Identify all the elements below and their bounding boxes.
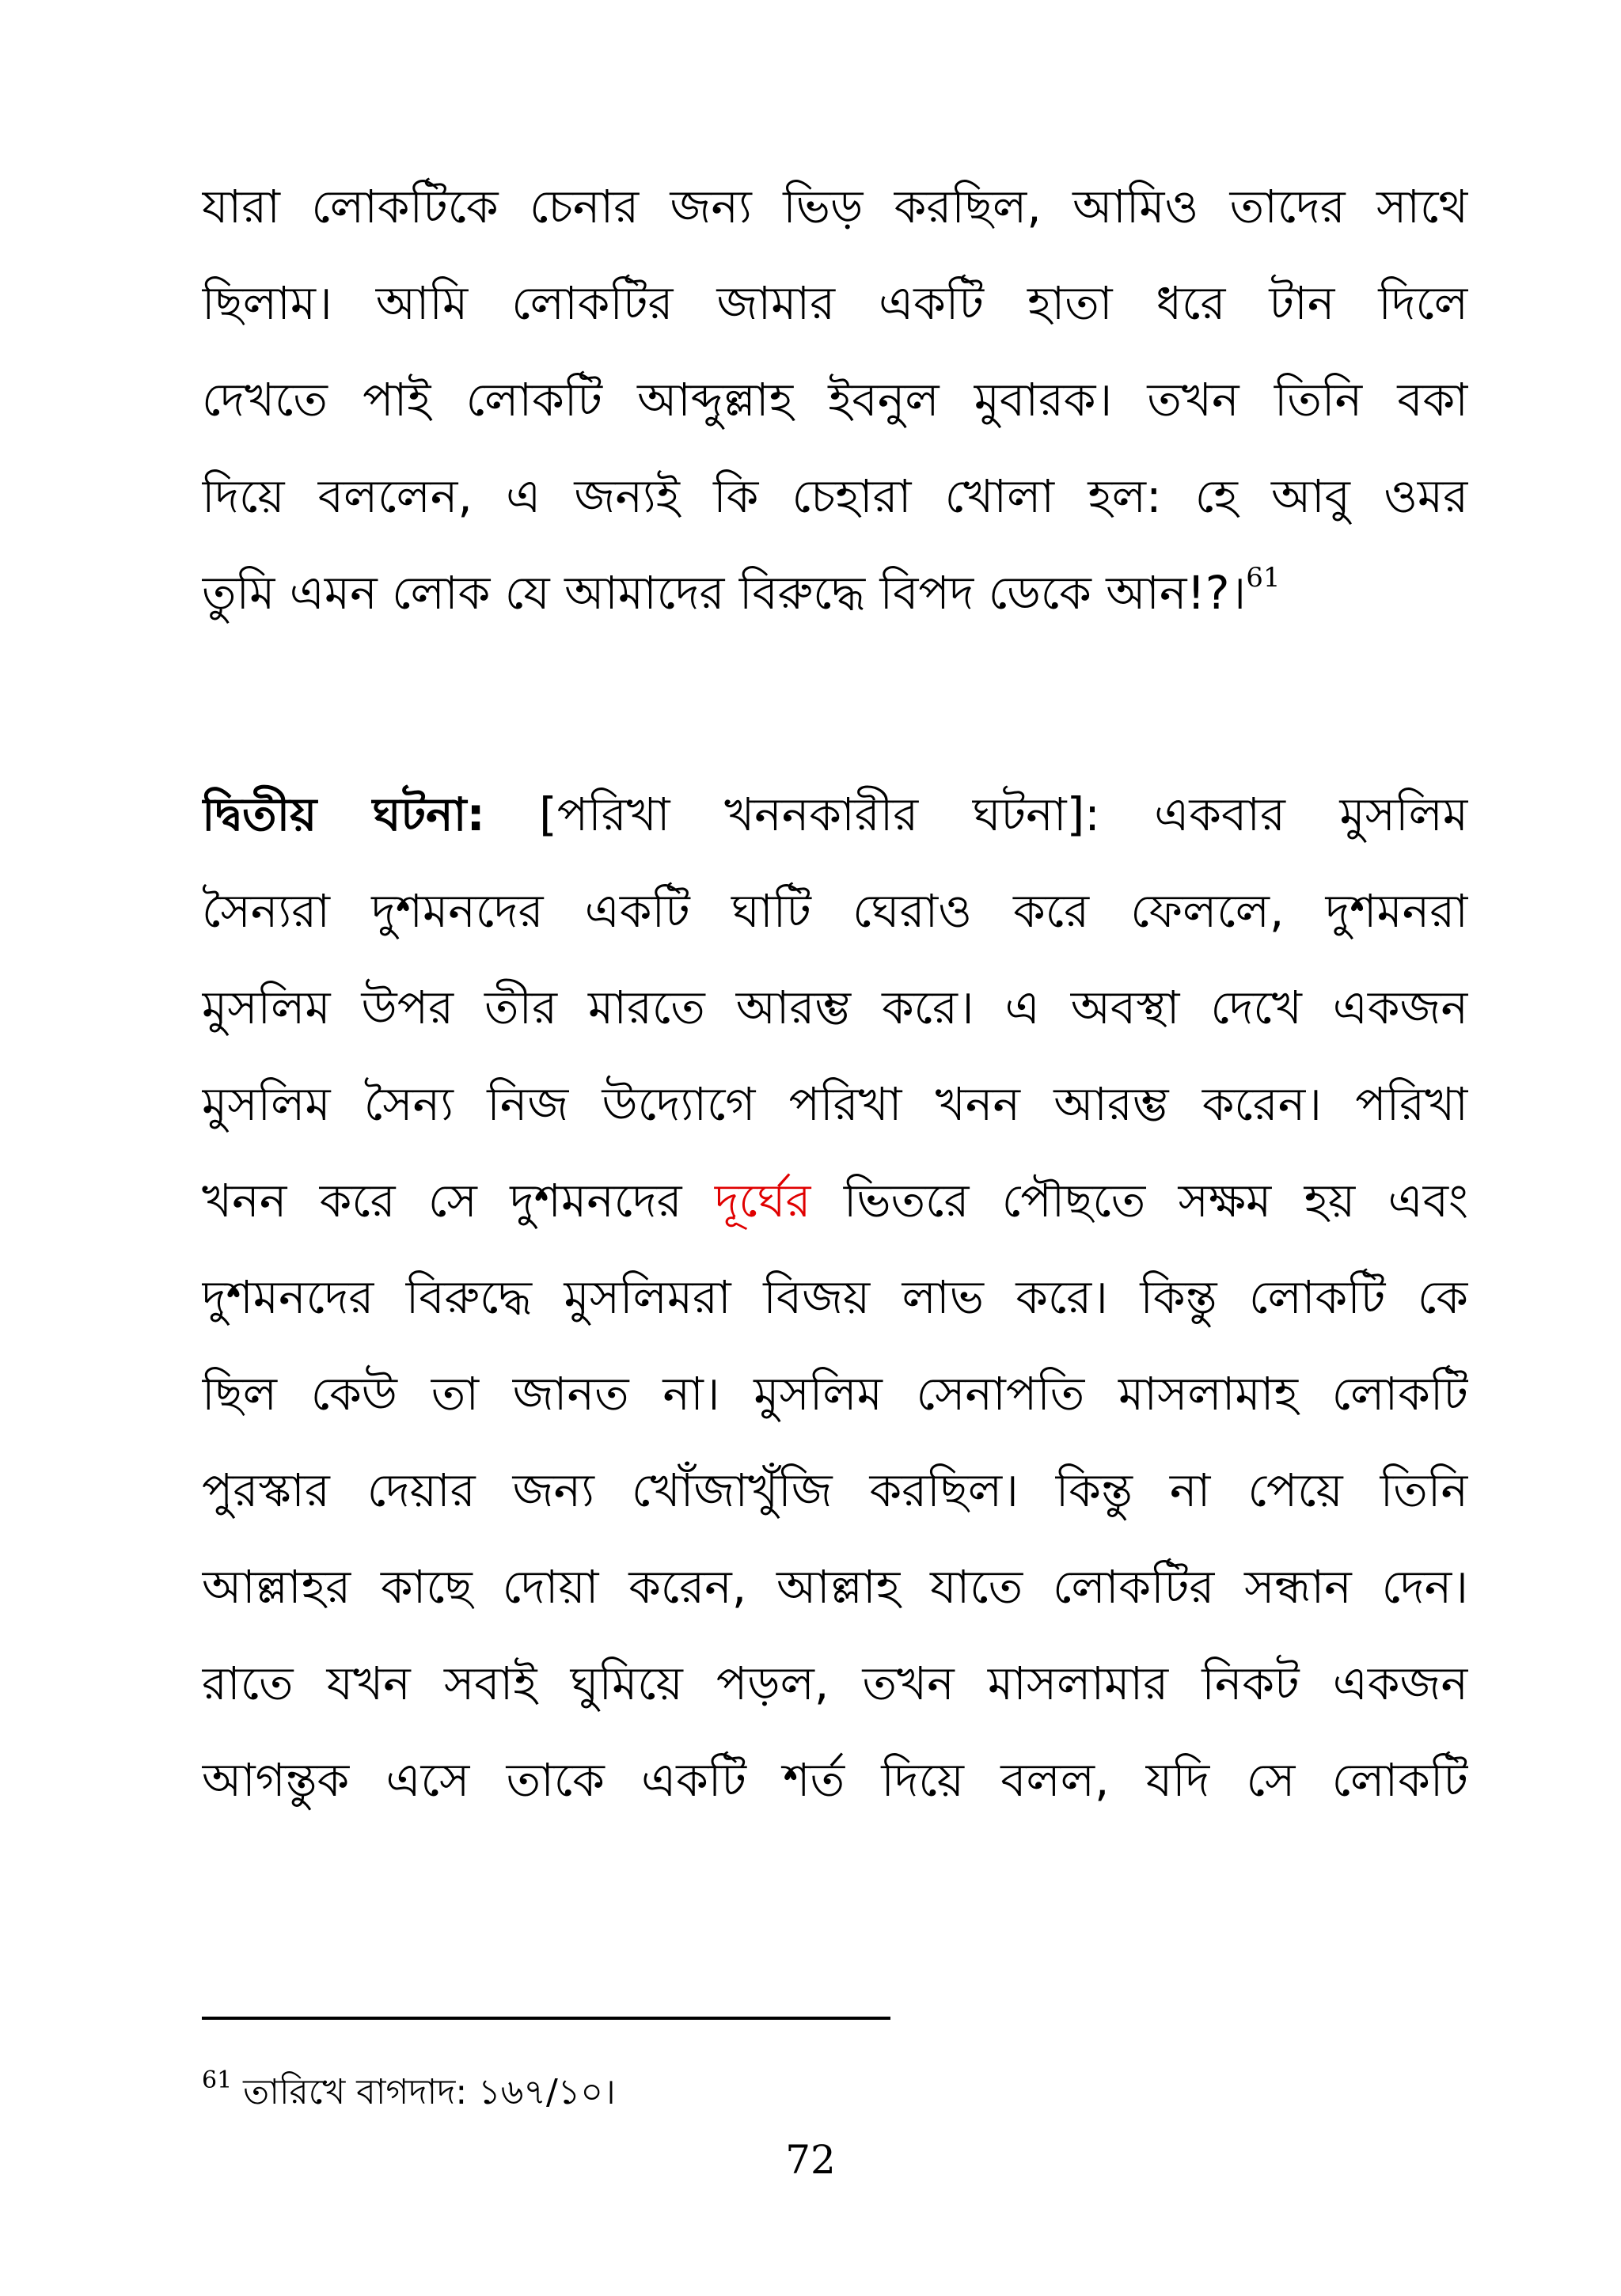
text-line: দুশমনদের বিরুদ্ধে মুসলিমরা বিজয় লাভ করে। কিন্তু লোকটি কে	[202, 1270, 1468, 1324]
paragraph-2	[202, 766, 1468, 1828]
footnote-number: 61	[202, 2066, 233, 2094]
text-line: ছিলাম। আমি লোকটির জামার একটি হাতা ধরে টান দিলে	[202, 276, 1468, 330]
text-line: আগন্তুক এসে তাকে একটি শর্ত দিয়ে বলল, যদি সে লোকটি	[202, 1753, 1468, 1807]
highlighted-word: দূর্ঘের	[714, 1174, 811, 1228]
text-line: পুরস্কার দেয়ার জন্য খোঁজাখুঁজি করছিল। কিন্তু না পেয়ে তিনি	[202, 1463, 1468, 1517]
text-segment: ভিতরে পৌছতে সক্ষম হয় এবং	[810, 1174, 1468, 1228]
text-line: সৈন্যরা দুশমনদের একটি ঘাটি ঘেরাও করে ফেললে, দুশমনরা	[202, 884, 1468, 938]
footnote	[202, 2066, 616, 2123]
text-line: মুসলিম সৈন্য নিজ উদ্যোগে পরিখা খনন আরম্ভ করেন। পরিখা	[202, 1077, 1468, 1131]
text-segment: [পরিখা খননকারীর ঘটনা]: একবার মুসলিম	[484, 787, 1468, 841]
paragraph-1	[202, 158, 1468, 641]
text-line-content: তুমি এমন লোক যে আমাদের বিরুদ্ধে বিপদ ডেকে আন!?।	[202, 566, 1247, 620]
text-line-last	[202, 545, 1468, 641]
footnote-separator	[202, 2017, 890, 2020]
text-line: দিয়ে বললেন, এ জন্যই কি চেহারা খোলা হল: হে আবু ওমর	[202, 469, 1468, 523]
footnote-reference[interactable]: 61	[1246, 562, 1281, 594]
text-line: ছিল কেউ তা জানত না। মুসলিম সেনাপতি মাসলামাহ লোকটি	[202, 1367, 1468, 1421]
text-line: মুসলিম উপর তীর মারতে আরম্ভ করে। এ অবস্থা দেখে একজন	[202, 981, 1468, 1034]
text-line: আল্লাহর কাছে দোয়া করেন, আল্লাহ যাতে লোকটির সন্ধান দেন।	[202, 1560, 1468, 1614]
text-line: যারা লোকটিকে চেনার জন্য ভিড় করছিল, আমিও তাদের সাথে	[202, 180, 1468, 233]
text-line: দেখতে পাই লোকটি আব্দুল্লাহ ইবনুল মুবারক। তখন তিনি বকা	[202, 373, 1468, 427]
text-line	[202, 1152, 1468, 1249]
section-heading: দ্বিতীয় ঘটনা:	[202, 787, 485, 841]
text-line: রাতে যখন সবাই ঘুমিয়ে পড়ল, তখন মাসলামার নিকট একজন	[202, 1657, 1468, 1710]
text-line	[202, 766, 1468, 863]
text-segment: খনন করে সে দুশমনদের	[202, 1174, 715, 1228]
footnote-text: তারিখে বাগদাদ: ১৬৭/১০।	[232, 2072, 616, 2112]
page-number: 72	[785, 2137, 836, 2183]
